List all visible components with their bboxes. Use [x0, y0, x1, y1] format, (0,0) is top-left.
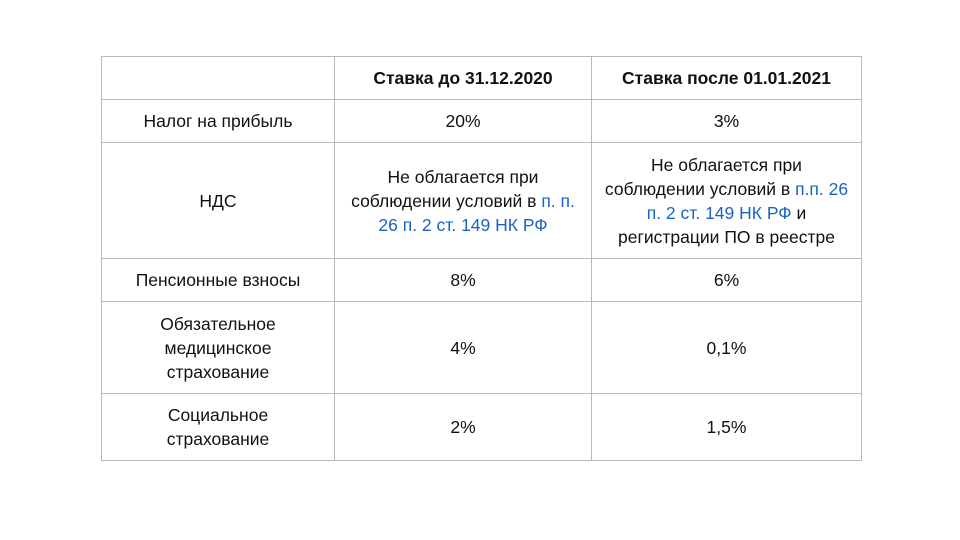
table-row — [102, 394, 862, 461]
cell-vat-before — [335, 143, 592, 259]
vat-before-law-link[interactable]: п. п. 26 п. 2 ст. 149 НК РФ — [378, 190, 575, 235]
row-label-medical: Обязательное медицинское страхование — [102, 302, 335, 394]
table-row — [102, 143, 862, 259]
header-cell-empty — [102, 57, 335, 100]
table-header-row — [102, 57, 862, 100]
cell-social-before: 2% — [335, 394, 592, 461]
cell-pension-after: 6% — [592, 259, 862, 302]
cell-medical-after: 0,1% — [592, 302, 862, 394]
row-label-social: Социальное страхование — [102, 394, 335, 461]
cell-pension-before: 8% — [335, 259, 592, 302]
vat-before-text: Не облагается при соблюдении условий в — [351, 166, 542, 211]
cell-vat-after — [592, 143, 862, 259]
vat-after-text: Не облагается при соблюдении условий в — [604, 154, 802, 199]
vat-after-law-link[interactable]: п.п. 26 п. 2 ст. 149 НК РФ — [646, 178, 849, 223]
tax-rates-table — [101, 56, 862, 461]
vat-after-text-tail: и регистрации ПО в реестре — [618, 202, 835, 247]
cell-profit-tax-after: 3% — [592, 100, 862, 143]
row-label-profit-tax: Налог на прибыль — [102, 100, 335, 143]
row-label-pension: Пенсионные взносы — [102, 259, 335, 302]
cell-profit-tax-before: 20% — [335, 100, 592, 143]
table-row — [102, 100, 862, 143]
cell-medical-before: 4% — [335, 302, 592, 394]
table-row — [102, 302, 862, 394]
table-row — [102, 259, 862, 302]
row-label-vat: НДС — [102, 143, 335, 259]
header-cell-rate-before: Ставка до 31.12.2020 — [335, 57, 592, 100]
cell-social-after: 1,5% — [592, 394, 862, 461]
header-cell-rate-after: Ставка после 01.01.2021 — [592, 57, 862, 100]
